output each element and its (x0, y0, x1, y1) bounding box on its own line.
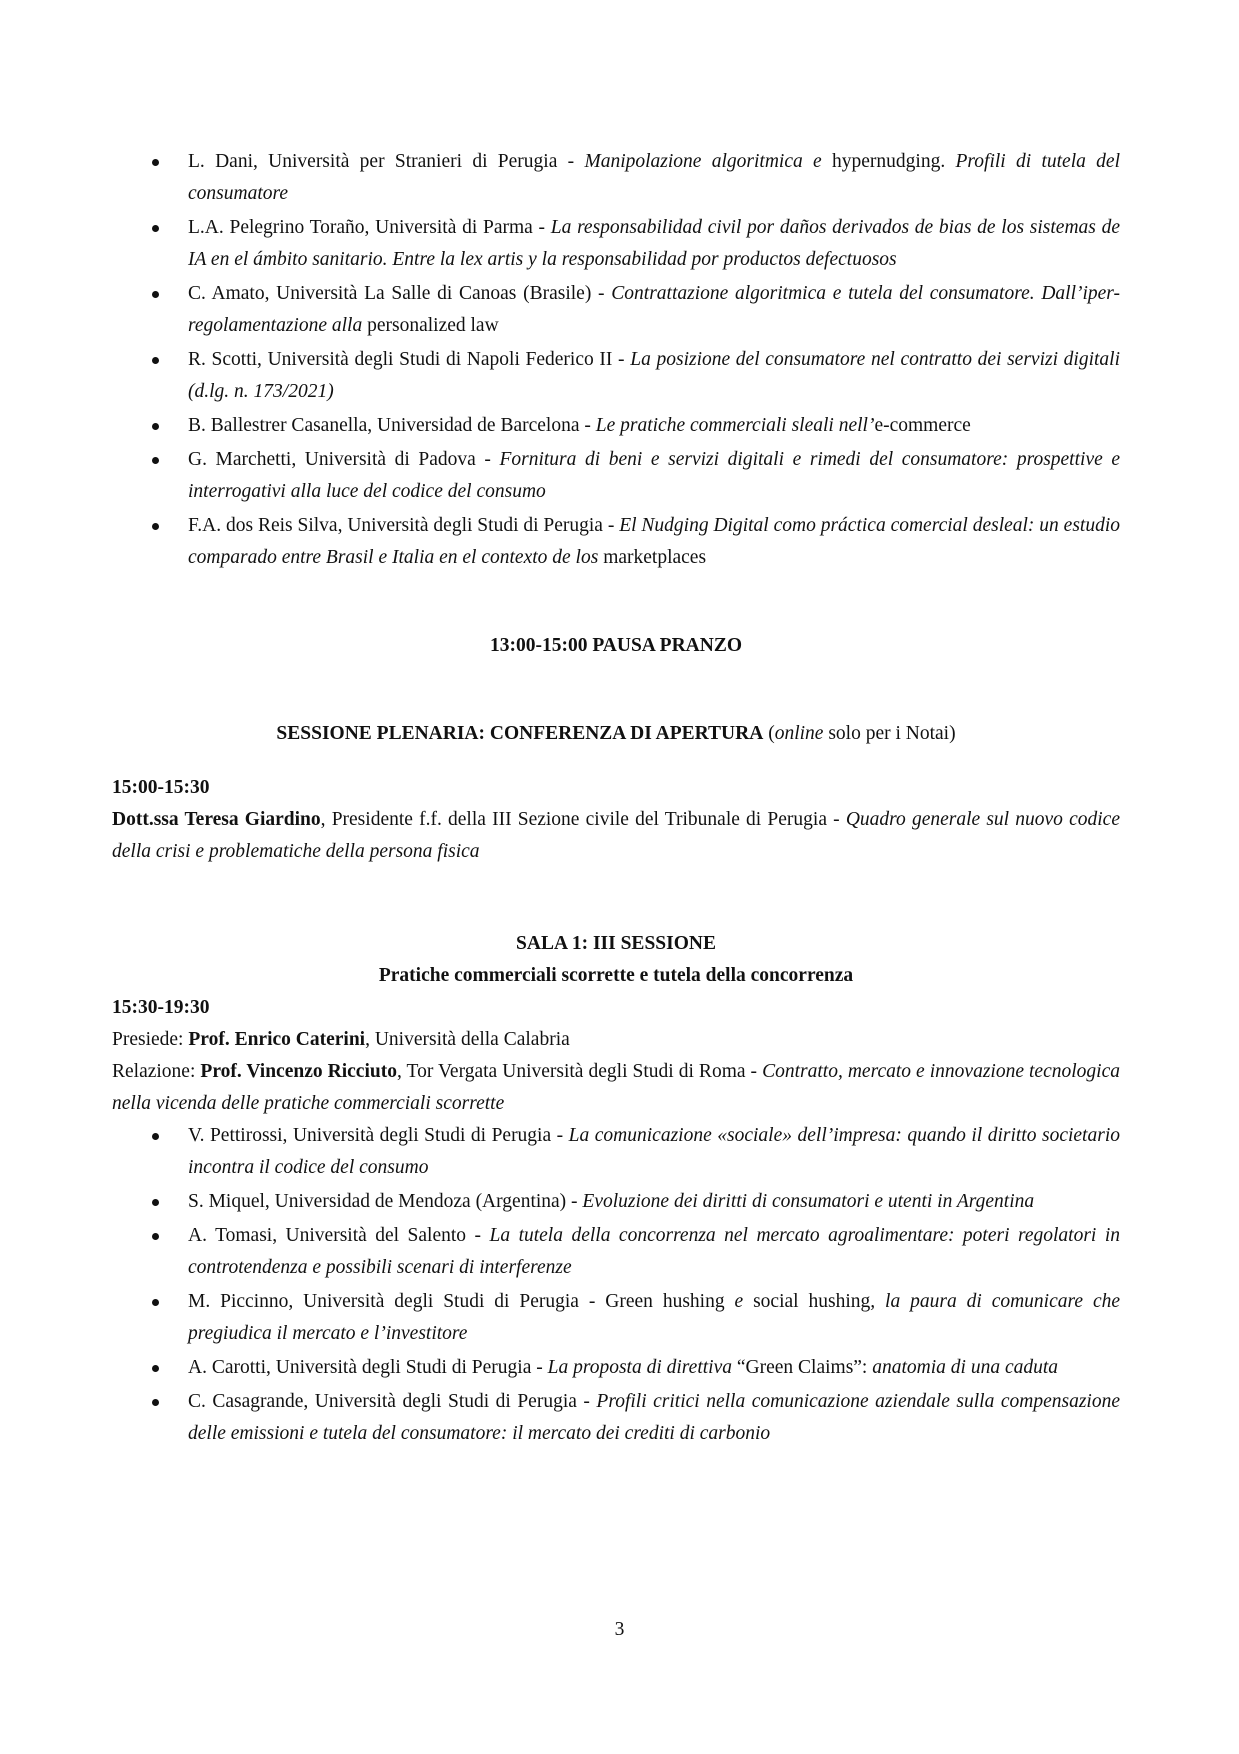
bullet-icon (152, 457, 159, 464)
list-item (112, 146, 1120, 210)
item-author: B. Ballestrer Casanella, Universidad de Barcelona - (188, 415, 591, 436)
item-title-term: social hushing (753, 1291, 871, 1312)
chair-label: Presiede: (112, 1029, 189, 1050)
bullet-icon (152, 1199, 159, 1206)
item-title: Contrattazione algoritmica e tutela del consumatore. Dall’iper-regolamentazione alla (188, 283, 1121, 336)
sala-subheading: Pratiche commerciali scorrette e tutela della concorrenza (378, 965, 854, 986)
item-title: Fornitura di beni e servizi digitali e rimedi del consumatore: prospettive e interrogativi alla luce del codice del consumo (188, 449, 1120, 502)
plenary-speaker-paragraph (112, 804, 1120, 868)
list-item (112, 1286, 1120, 1350)
bullet-icon (152, 1365, 159, 1372)
sala-report-paragraph (112, 1056, 1120, 1120)
report-title: Contratto, mercato e innovazione tecnologica nella vicenda delle pratiche commerciali scorrette (112, 1061, 1120, 1114)
sala-heading: SALA 1: III SESSIONE (516, 933, 716, 954)
report-label: Relazione: (112, 1061, 201, 1082)
bullet-icon (152, 1233, 159, 1240)
sala-time: 15:30-19:30 (112, 997, 210, 1018)
item-author: V. Pettirossi, Università degli Studi di Perugia - (188, 1125, 564, 1146)
plenary-note-online: online (774, 723, 824, 744)
list-item (112, 278, 1120, 342)
item-author: L.A. Pelegrino Toraño, Università di Parma - (188, 217, 546, 238)
item-title: La tutela della concorrenza nel mercato agroalimentare: poteri regolatori in controtendenza e possibili scenari di interferenze (188, 1225, 1120, 1278)
item-title-term: hypernudging. (832, 151, 946, 172)
bullet-icon (152, 159, 159, 166)
item-title-term: personalized law (367, 315, 499, 336)
item-title: El Nudging Digital como práctica comercial desleal: un estudio comparado entre Brasil e Italia en el contexto de los (188, 515, 1121, 568)
speaker-list-session-2 (112, 146, 1120, 574)
plenary-speaker: Dott.ssa Teresa Giardino (112, 809, 321, 830)
list-item (112, 510, 1120, 574)
plenary-note-open: ( (768, 723, 775, 744)
list-item (112, 1186, 1120, 1218)
item-title-term: marketplaces (603, 547, 707, 568)
bullet-icon (152, 423, 159, 430)
item-author: C. Casagrande, Università degli Studi di Perugia - (188, 1391, 590, 1412)
item-title: La proposta di direttiva (547, 1357, 732, 1378)
bullet-icon (152, 225, 159, 232)
item-author: C. Amato, Università La Salle di Canoas (Brasile) - (188, 283, 605, 304)
list-item (112, 1352, 1120, 1384)
item-title: , la paura di comunicare che pregiudica il mercato e l’investitore (188, 1291, 1121, 1344)
bullet-icon (152, 291, 159, 298)
bullet-icon (152, 523, 159, 530)
list-item (112, 444, 1120, 508)
sala-chair-line (112, 1024, 1120, 1056)
item-title: La responsabilidad civil por daños derivados de bias de los sistemas de IA en el ámbito sanitario. Entre la lex artis y la responsabilidad por productos defectuosos (188, 217, 1120, 270)
item-title: La comunicazione «sociale» dell’impresa: quando il diritto societario incontra il codice del consumo (188, 1125, 1120, 1178)
item-title: La posizione del consumatore nel contratto dei servizi digitali (d.lg. n. 173/2021) (188, 349, 1120, 402)
item-title: Le pratiche commerciali sleali nell’ (595, 415, 875, 436)
list-item (112, 344, 1120, 408)
page-number: 3 (614, 1619, 625, 1640)
item-author: M. Piccinno, Università degli Studi di Perugia - (188, 1291, 596, 1312)
bullet-icon (152, 1133, 159, 1140)
item-title-term: Green hushing (605, 1291, 725, 1312)
list-item (112, 410, 1120, 442)
page-content (112, 146, 1120, 1452)
chair-affiliation: , Università della Calabria (365, 1029, 570, 1050)
bullet-icon (152, 357, 159, 364)
item-title: Evoluzione dei diritti di consumatori e utenti in Argentina (582, 1191, 1035, 1212)
item-title: Profili critici nella comunicazione aziendale sulla compensazione delle emissioni e tutela del consumatore: il mercato dei crediti di carbonio (188, 1391, 1121, 1444)
item-title: anatomia di una caduta (872, 1357, 1059, 1378)
item-author: A. Tomasi, Università del Salento - (188, 1225, 482, 1246)
report-name: Prof. Vincenzo Ricciuto (200, 1061, 397, 1082)
plenary-heading-line (112, 718, 1120, 750)
item-title: e (734, 1291, 744, 1312)
item-author: A. Carotti, Università degli Studi di Perugia - (188, 1357, 543, 1378)
item-title: Manipolazione algoritmica e (584, 151, 822, 172)
item-author: R. Scotti, Università degli Studi di Napoli Federico II - (188, 349, 625, 370)
chair-name: Prof. Enrico Caterini (188, 1029, 366, 1050)
plenary-talk-title: Quadro generale sul nuovo codice della crisi e problematiche della persona fisica (112, 809, 1120, 862)
item-title: Profili di tutela del consumatore (188, 151, 1120, 204)
plenary-time: 15:00-15:30 (112, 777, 210, 798)
plenary-heading: SESSIONE PLENARIA: CONFERENZA DI APERTURA (276, 723, 764, 744)
plenary-speaker-role: , Presidente f.f. della III Sezione civile del Tribunale di Perugia - (320, 809, 840, 830)
speaker-list-session-3 (112, 1120, 1120, 1450)
list-item (112, 1220, 1120, 1284)
list-item (112, 212, 1120, 276)
bullet-icon (152, 1299, 159, 1306)
list-item (112, 1120, 1120, 1184)
bullet-icon (152, 1399, 159, 1406)
item-title-term: e-commerce (874, 415, 971, 436)
item-author: G. Marchetti, Università di Padova - (188, 449, 491, 470)
item-title-term: “Green Claims”: (736, 1357, 868, 1378)
item-author: S. Miquel, Universidad de Mendoza (Argentina) - (188, 1191, 578, 1212)
item-author: F.A. dos Reis Silva, Università degli Studi di Perugia - (188, 515, 615, 536)
plenary-note-rest: solo per i Notai) (828, 723, 956, 744)
report-affiliation: , Tor Vergata Università degli Studi di Roma - (396, 1061, 758, 1082)
item-author: L. Dani, Università per Stranieri di Perugia - (188, 151, 575, 172)
list-item (112, 1386, 1120, 1450)
lunch-break-heading: 13:00-15:00 PAUSA PRANZO (489, 635, 743, 656)
